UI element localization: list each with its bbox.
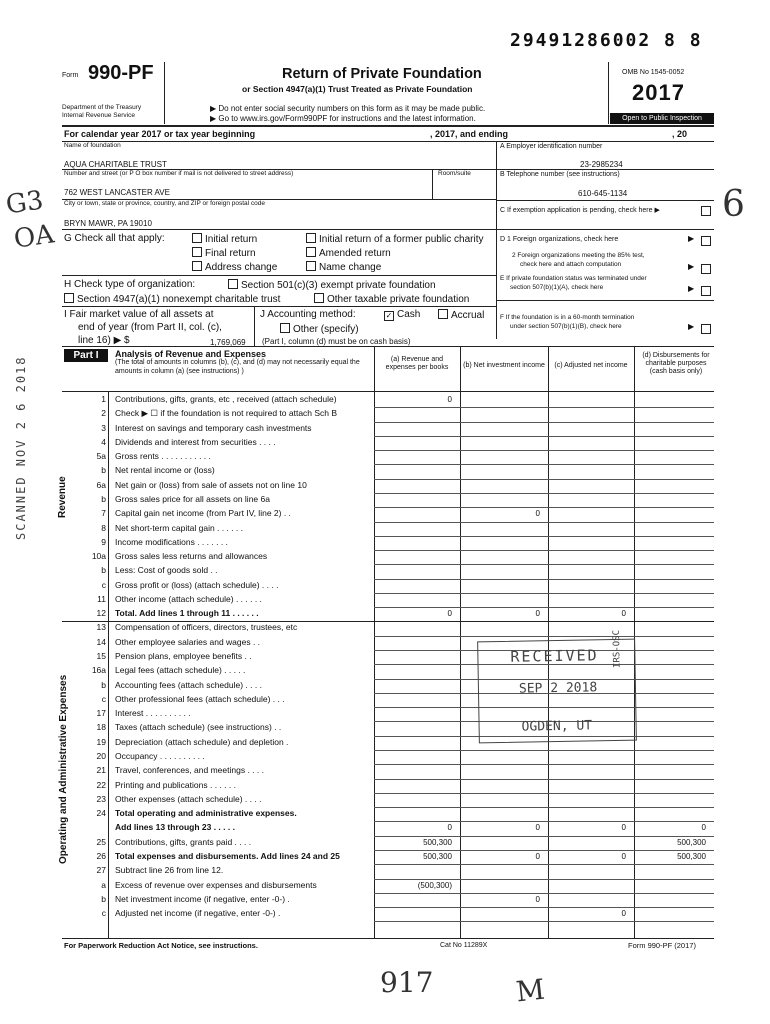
phone-label: B Telephone number (see instructions) <box>500 171 620 178</box>
part1-desc: (The total of amounts in columns (b), (c), and (d) may not necessarily equal the amounts in column (a) (see instructions) ) <box>115 359 360 375</box>
j-cash-basis-note: (Part I, column (d) must be on cash basis) <box>262 337 411 346</box>
row-rule <box>374 407 714 408</box>
phone-value: 610-645-1134 <box>578 189 628 198</box>
row-rule <box>374 921 714 922</box>
j-accrual[interactable]: Accrual <box>438 309 484 321</box>
line-number: 14 <box>96 636 106 647</box>
g-initial-former[interactable]: Initial return of a former public charity <box>306 233 484 245</box>
line-label: Contributions, gifts, grants, etc , received (attach schedule) <box>115 394 337 404</box>
line-value-a[interactable]: 0 <box>447 823 452 833</box>
line-value-d[interactable]: 500,300 <box>677 851 706 861</box>
row-rule <box>374 550 714 551</box>
line-number: 4 <box>101 436 106 447</box>
part1-title: Analysis of Revenue and Expenses <box>115 349 267 359</box>
line-number: 5a <box>96 451 106 462</box>
line-value-b[interactable]: 0 <box>535 823 540 833</box>
row-rule <box>374 422 714 423</box>
line-value-a[interactable]: (500,300) <box>417 880 452 890</box>
line-label: Adjusted net income (if negative, enter -0-) . <box>115 908 281 919</box>
row-rule <box>374 750 714 751</box>
public-inspection-label: Open to Public Inspection <box>610 113 714 124</box>
line-number: 26 <box>96 850 106 861</box>
line-value-c[interactable]: 0 <box>621 823 626 833</box>
line-label: Net gain or (loss) from sale of assets not on line 10 <box>115 479 307 490</box>
line-value-b[interactable]: 0 <box>535 851 540 861</box>
line-label: Net short-term capital gain . . . . . . <box>115 522 244 533</box>
ein-label: A Employer identification number <box>500 143 603 150</box>
line-number: 22 <box>96 779 106 790</box>
line-number: 9 <box>101 536 106 547</box>
form-footer: Form 990-PF (2017) <box>628 941 696 950</box>
calendar-20: , 20 <box>672 129 688 139</box>
col-a-header: (a) Revenue and expenses per books <box>385 356 449 371</box>
h-501c3[interactable]: Section 501(c)(3) exempt private foundation <box>228 279 436 291</box>
line-number: 10a <box>91 551 106 562</box>
room-label: Room/suite <box>438 170 471 177</box>
line-label: Gross rents . . . . . . . . . . . <box>115 451 211 462</box>
line-number: 24 <box>96 808 106 819</box>
line-label: Other employee salaries and wages . . <box>115 636 261 647</box>
tax-year: 2017 <box>632 80 685 105</box>
line-label: Total. Add lines 1 through 11 . . . . . . <box>115 608 259 619</box>
foreign-org-checkbox[interactable] <box>701 236 711 246</box>
exemption-pending: C If exemption application is pending, check here ▶ <box>500 207 660 214</box>
line-number: 6a <box>96 479 106 490</box>
line-number: c <box>101 579 106 590</box>
form-label: Form <box>62 72 79 79</box>
scanned-stamp: SCANNED NOV 2 6 2018 <box>14 355 28 540</box>
line-label: Total expenses and disbursements. Add lines 24 and 25 <box>115 850 340 861</box>
line-value-b[interactable]: 0 <box>535 894 540 904</box>
row-rule <box>374 479 714 480</box>
h-org-type: H Check type of organization: <box>64 279 196 290</box>
row-rule <box>374 522 714 523</box>
line-label: Gross sales less returns and allowances <box>115 551 268 562</box>
foreign-org: D 1 Foreign organizations, check here <box>500 236 619 243</box>
foundation-city: BRYN MAWR, PA 19010 <box>64 219 152 228</box>
line-number: b <box>101 565 106 576</box>
stamp-received: RECEIVED <box>510 646 599 666</box>
line-label: Income modifications . . . . . . . <box>115 536 228 547</box>
line-number: 1 <box>101 394 106 404</box>
received-stamp <box>477 629 637 744</box>
row-rule <box>374 536 714 537</box>
instructions-note: ▶ Go to www.irs.gov/Form990PF for instructions and the latest information. <box>210 114 476 123</box>
city-label: City or town, state or province, country, and ZIP or foreign postal code <box>64 200 265 207</box>
line-label: Other professional fees (attach schedule) . . . <box>115 693 285 704</box>
col-c-header: (c) Adjusted net income <box>554 362 628 369</box>
line-label: Net rental income or (loss) <box>115 465 215 476</box>
line-label: Gross sales price for all assets on line 6a <box>115 493 270 504</box>
stamp-city: OGDEN, UT <box>521 718 593 735</box>
h-4947[interactable]: Section 4947(a)(1) nonexempt charitable trust <box>64 293 280 305</box>
fmv-value: 1,769,069 <box>210 338 246 347</box>
ein-value: 23-2985234 <box>580 160 623 169</box>
line-label: Subtract line 26 from line 12. <box>115 865 224 876</box>
calendar-ending: , 2017, and ending <box>430 129 509 139</box>
i-fmv-line3: line 16) ▶ $ <box>78 335 130 346</box>
street-label: Number and street (or P O box number if mail is not delivered to street address) <box>64 170 294 177</box>
line-label: Travel, conferences, and meetings . . . . <box>115 765 264 776</box>
line-value-a[interactable]: 500,300 <box>423 837 452 847</box>
g-check-label: G Check all that apply: <box>64 233 165 244</box>
line-label: Interest on savings and temporary cash investments <box>115 422 312 433</box>
line-number: 20 <box>96 751 106 761</box>
line-label: Dividends and interest from securities . . . . <box>115 436 276 447</box>
line-value-a[interactable]: 500,300 <box>423 851 452 861</box>
line-number: 13 <box>96 622 106 633</box>
line-number: a <box>101 879 106 890</box>
g-final[interactable]: Final return <box>192 247 256 259</box>
line-label: Contributions, gifts, grants paid . . . . <box>115 836 252 847</box>
line-value-d[interactable]: 500,300 <box>677 837 706 847</box>
line-label: Other income (attach schedule) . . . . . . <box>115 593 262 604</box>
line-label: Gross profit or (loss) (attach schedule) . . . . <box>115 579 279 590</box>
revenue-side-label: Revenue <box>57 476 68 518</box>
row-rule <box>374 436 714 437</box>
foreign-85-test: 2 Foreign organizations meeting the 85% test, <box>512 252 645 259</box>
line-value-d[interactable]: 0 <box>701 823 706 833</box>
col-b-header: (b) Net investment income <box>463 362 545 369</box>
line-number: 7 <box>101 508 106 519</box>
handwritten-6: 6 <box>722 184 745 225</box>
line-number: 17 <box>96 708 106 719</box>
line-number: 23 <box>96 793 106 804</box>
line-number: 25 <box>96 836 106 847</box>
part1-tag: Part I <box>64 349 108 362</box>
line-number: 8 <box>101 522 106 533</box>
form-number: 990-PF <box>88 62 154 84</box>
line-label: Less: Cost of goods sold . . <box>115 565 218 576</box>
terminated-status: E If private foundation status was terminated under <box>500 275 647 282</box>
row-rule <box>374 764 714 765</box>
line-number: 12 <box>96 608 106 619</box>
sixty-month: F If the foundation is in a 60-month termination <box>500 314 635 321</box>
calendar-year-line: For calendar year 2017 or tax year beginning <box>64 129 256 139</box>
line-number: 16a <box>91 665 106 676</box>
line-number: 3 <box>101 422 106 433</box>
col-d-header: (d) Disbursements for charitable purposes (cash basis only) <box>642 352 710 375</box>
j-other[interactable]: Other (specify) <box>280 323 359 335</box>
line-label: Printing and publications . . . . . . <box>115 779 236 790</box>
line-number: 2 <box>101 408 106 419</box>
line-number: b <box>101 893 106 904</box>
line-label: Excess of revenue over expenses and disbursements <box>115 879 317 890</box>
form-title: Return of Private Foundation <box>282 66 482 82</box>
name-label: Name of foundation <box>64 142 121 149</box>
line-label: Accounting fees (attach schedule) . . . . <box>115 679 262 690</box>
irs-label: Internal Revenue Service <box>62 112 135 119</box>
foreign-85-checkbox[interactable] <box>701 264 711 274</box>
line-label: Interest . . . . . . . . . . <box>115 708 191 719</box>
row-rule <box>374 636 714 637</box>
dept-treasury: Department of the Treasury <box>62 104 142 111</box>
row-rule <box>374 450 714 451</box>
row-rule <box>374 893 714 894</box>
line-label: Pension plans, employee benefits . . <box>115 651 252 662</box>
line-number: b <box>101 465 106 476</box>
paperwork-notice: For Paperwork Reduction Act Notice, see instructions. <box>64 941 258 950</box>
g-address-change[interactable]: Address change <box>192 261 277 273</box>
row-rule <box>374 464 714 465</box>
line-label: Net investment income (if negative, enter -0-) . <box>115 893 290 904</box>
row-rule <box>374 593 714 594</box>
row-rule <box>374 779 714 780</box>
line-number: 18 <box>96 722 106 733</box>
line-number: b <box>101 493 106 504</box>
line-label: Legal fees (attach schedule) . . . . . <box>115 665 246 676</box>
g-amended[interactable]: Amended return <box>306 247 391 259</box>
terminated-checkbox[interactable] <box>701 286 711 296</box>
line-number: 27 <box>96 865 106 876</box>
line-label: Depreciation (attach schedule) and depletion . <box>115 736 289 747</box>
row-rule <box>374 864 714 865</box>
row-rule <box>374 793 714 794</box>
g-name-change[interactable]: Name change <box>306 261 381 273</box>
line-number: 15 <box>96 651 106 662</box>
line-value-a[interactable]: 0 <box>447 609 452 619</box>
line-number: c <box>101 693 106 704</box>
stamp-date: SEP 2 2018 <box>518 680 598 697</box>
foundation-street: 762 WEST LANCASTER AVE <box>64 188 170 197</box>
line-number: 11 <box>97 593 106 604</box>
line-label: Add lines 13 through 23 . . . . . <box>115 822 235 833</box>
line-label: Taxes (attach schedule) (see instructions) . . <box>115 722 282 733</box>
row-rule <box>374 564 714 565</box>
j-accounting: J Accounting method: <box>260 309 356 320</box>
line-label: Capital gain net income (from Part IV, line 2) . . <box>115 508 291 519</box>
line-value-a[interactable]: 0 <box>447 395 452 404</box>
stamp-code: IRS-OSC <box>611 629 623 669</box>
line-number: b <box>101 679 106 690</box>
form-subtitle: or Section 4947(a)(1) Trust Treated as Private Foundation <box>242 84 473 94</box>
line-label: Total operating and administrative expenses. <box>115 808 297 819</box>
j-cash[interactable]: ✓ Cash <box>385 309 421 320</box>
handwritten-g3: G3 <box>4 185 46 221</box>
g-initial[interactable]: Initial return <box>192 233 257 245</box>
omb-number: OMB No 1545-0052 <box>622 69 685 76</box>
foreign-85-check: check here and attach computation <box>520 261 622 268</box>
terminated-check: section 507(b)(1)(A), check here <box>510 284 604 291</box>
cat-number: Cat No 11289X <box>440 942 488 949</box>
i-fmv-line2: end of year (from Part II, col. (c), <box>78 322 222 333</box>
expenses-side-label: Operating and Administrative Expenses <box>58 674 69 864</box>
row-rule <box>374 907 714 908</box>
line-value-c[interactable]: 0 <box>621 909 626 919</box>
line-label: Other expenses (attach schedule) . . . . <box>115 793 262 804</box>
ssn-note: ▶ Do not enter social security numbers on this form as it may be made public. <box>210 104 486 113</box>
row-rule <box>374 507 714 508</box>
i-fmv-line1: I Fair market value of all assets at <box>64 309 214 320</box>
line-label: Occupancy . . . . . . . . . . <box>115 751 205 761</box>
document-locator-number: 29491286002 8 8 <box>510 30 703 51</box>
handwritten-m: M <box>514 972 547 1009</box>
sixty-month-check: under section 507(b)(1)(B), check here <box>510 323 622 330</box>
line-number: 21 <box>96 765 106 776</box>
h-other-taxable[interactable]: Other taxable private foundation <box>314 293 469 305</box>
line-value-b[interactable]: 0 <box>535 509 540 519</box>
sixty-month-checkbox[interactable] <box>701 324 711 334</box>
handwritten-oa: OA <box>12 219 56 255</box>
line-label: Compensation of officers, directors, trustees, etc <box>115 622 298 633</box>
foundation-name: AQUA CHARITABLE TRUST <box>64 160 167 169</box>
line-value-c[interactable]: 0 <box>621 609 626 619</box>
row-rule <box>374 493 714 494</box>
handwritten-917: 917 <box>380 966 434 999</box>
row-rule <box>374 579 714 580</box>
exemption-pending-checkbox[interactable] <box>701 206 711 216</box>
line-label: Check ▶ ☐ if the foundation is not required to attach Sch B <box>115 408 338 419</box>
line-value-c[interactable]: 0 <box>621 851 626 861</box>
line-number: c <box>101 908 106 919</box>
row-rule <box>374 807 714 808</box>
line-number: 19 <box>96 736 106 747</box>
line-value-b[interactable]: 0 <box>535 609 540 619</box>
